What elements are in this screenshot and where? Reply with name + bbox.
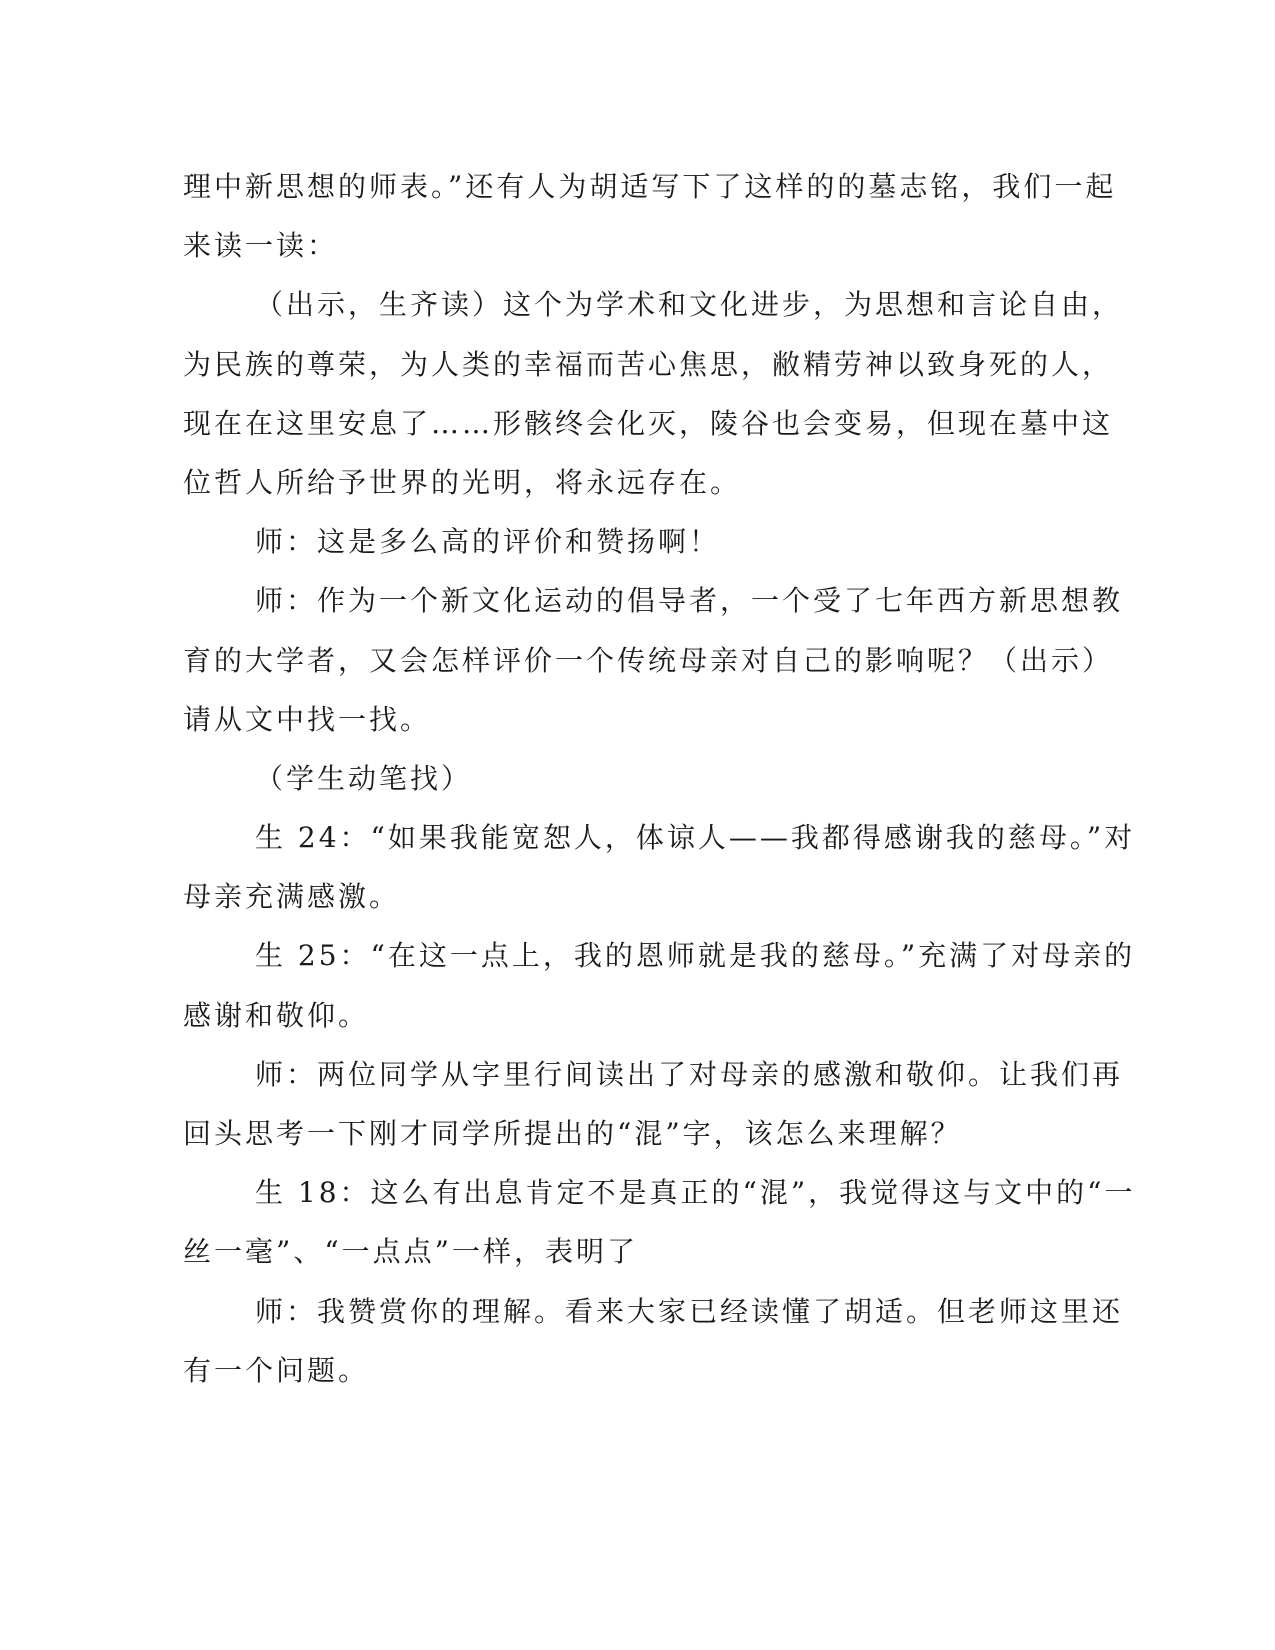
text-line: 请从文中找一找。 — [183, 702, 432, 736]
text-line: 师：两位同学从字里行间读出了对母亲的感激和敬仰。让我们再 — [255, 1057, 1124, 1091]
text-line: 现在在这里安息了……形骸终会化灭，陵谷也会变易，但现在墓中这 — [183, 406, 1114, 440]
text-line: 为民族的尊荣，为人类的幸福而苦心焦思，敝精劳神以致身死的人， — [183, 347, 1114, 381]
text-line: 丝一毫”、“一点点”一样，表明了 — [183, 1235, 638, 1269]
text-line: 生 24：“如果我能宽恕人，体谅人——我都得感谢我的慈母。”对 — [255, 821, 1136, 855]
text-line: 师：这是多么高的评价和赞扬啊！ — [255, 525, 721, 559]
document-body — [183, 157, 1136, 1400]
text-line: 有一个问题。 — [183, 1353, 370, 1387]
text-line: 理中新思想的师表。”还有人为胡适写下了这样的的墓志铭，我们一起 — [183, 170, 1117, 203]
text-line: 位哲人所给予世界的光明，将永远存在。 — [183, 465, 742, 499]
text-line: 回头思考一下刚才同学所提出的“混”字，该怎么来理解？ — [183, 1117, 962, 1150]
text-line: 生 25：“在这一点上，我的恩师就是我的慈母。”充满了对母亲的 — [255, 939, 1136, 973]
text-line: （学生动笔找） — [255, 761, 473, 795]
text-line: 母亲充满感激。 — [183, 880, 401, 914]
text-line: 感谢和敬仰。 — [183, 998, 370, 1032]
text-line: 育的大学者，又会怎样评价一个传统母亲对自己的影响呢？（出示） — [183, 643, 1114, 677]
text-line: （出示，生齐读）这个为学术和文化进步，为思想和言论自由， — [255, 288, 1124, 322]
text-line: 来读一读： — [183, 229, 339, 263]
text-line: 师：作为一个新文化运动的倡导者，一个受了七年西方新思想教 — [255, 584, 1124, 618]
text-line: 生 18：这么有出息肯定不是真正的“混”，我觉得这与文中的“一 — [255, 1176, 1136, 1210]
text-line: 师：我赞赏你的理解。看来大家已经读懂了胡适。但老师这里还 — [255, 1294, 1124, 1328]
